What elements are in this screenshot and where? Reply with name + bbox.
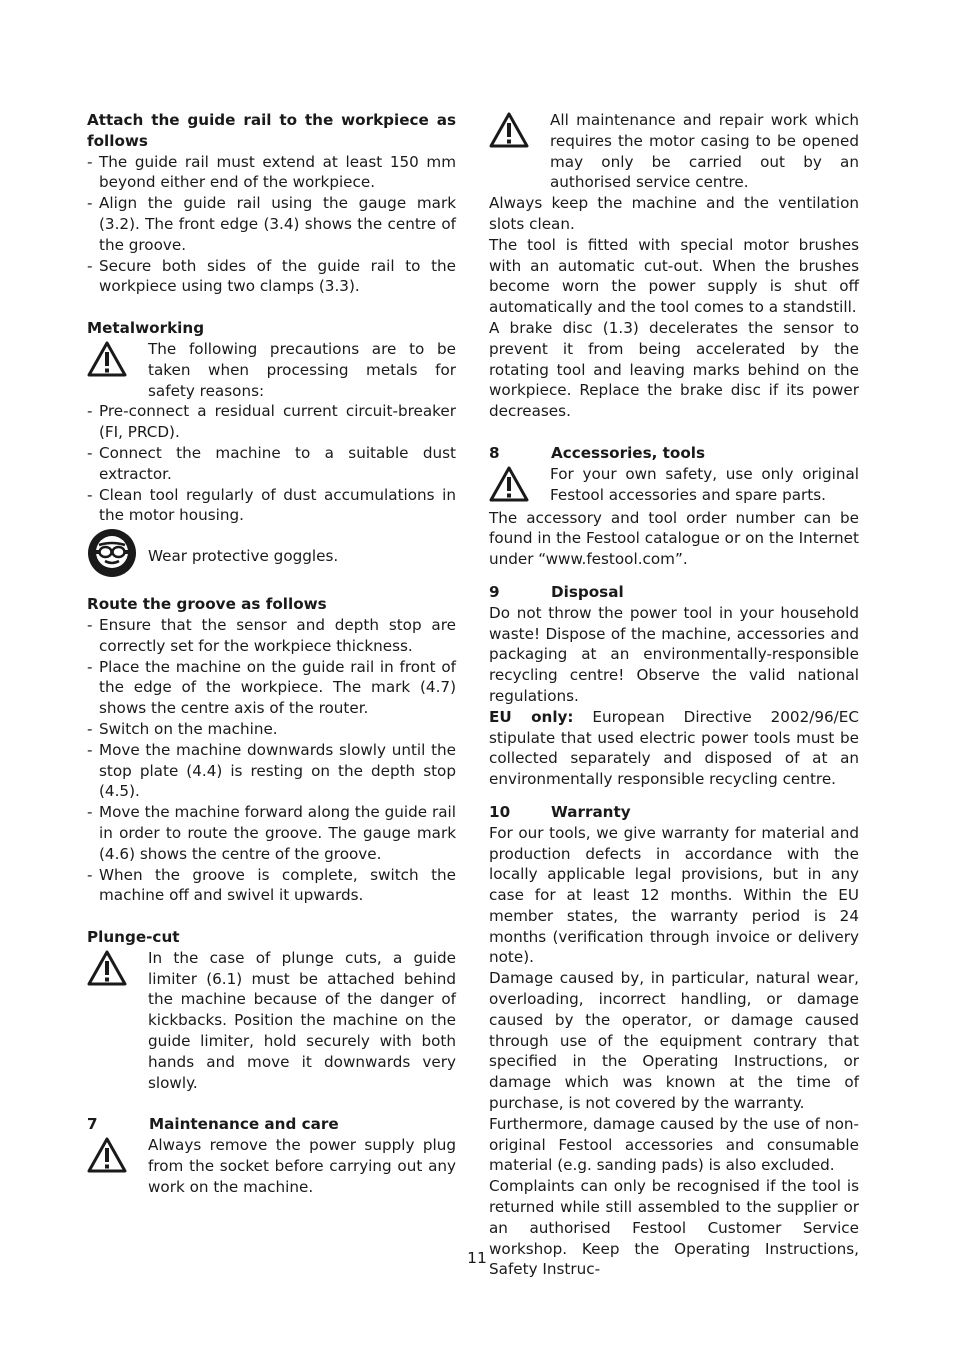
goggles-notice: Wear protective goggles. [87,530,456,582]
metalworking-warning: The following precautions are to be taken when processing metals for safety reasons: [87,339,456,401]
disposal-heading: 9 Disposal [489,582,624,601]
right-column [489,110,859,1280]
accessories-heading: 8 Accessories, tools [489,443,706,462]
warning-triangle-icon [87,948,148,992]
list-item: - Align the guide rail using the gauge mark (3.2). The front edge (3.4) shows the centre of the groove. [87,194,456,254]
paragraph: Furthermore, damage caused by the use of non-original Festool accessories and consumable material (e.g. sanding pads) is also excluded. [489,1114,859,1175]
left-column [87,110,456,1198]
list-item: - Switch on the machine. [87,719,278,738]
paragraph: The tool is fitted with special motor brushes with an automatic cut-out. When the brushes become worn the power supply is shut off automatically and the tool comes to a standstill. [489,235,859,317]
warning-triangle-icon [87,339,148,383]
list-item: - Place the machine on the guide rail in front of the edge of the workpiece. The mark (4.7) shows the centre axis of the router. [87,657,456,718]
paragraph: Always keep the machine and the ventilation slots clean. [489,194,859,233]
metalworking-heading: Metalworking [87,319,205,338]
warning-triangle-icon [489,464,550,508]
warranty-heading: 10 Warranty [489,802,631,821]
paragraph: For our tools, we give warranty for material and production defects in accordance with the locally applicable legal provisions, but in any case for at least 12 months. Within the EU member states, the warranty period is 24 months (verification through invoice or delivery note). [489,823,859,967]
paragraph: EU only: European Directive 2002/96/EC stipulate that used electric power tools must be collected separately and disposed of at an environmentally responsible recycling centre. [489,707,859,789]
paragraph: A brake disc (1.3) decelerates the sensor to prevent it from being accelerated by the rotating tool and leaving marks behind on the workpiece. Replace the brake disc if its power decreases. [489,318,859,421]
attach-heading: Attach the guide rail to the workpiece as follows [87,111,456,150]
plunge-warning: In the case of plunge cuts, a guide limiter (6.1) must be attached behind the machine because of the danger of kickbacks. Position the machine on the guide limiter, hold securely with both hands and move it downwards very slowly. [87,948,456,1094]
warning-triangle-icon [87,1135,148,1179]
list-item: - Clean tool regularly of dust accumulations in the motor housing. [87,485,456,525]
paragraph: Do not throw the power tool in your household waste! Dispose of the machine, accessories and packaging at an environmentally-responsible recycling centre! Observe the valid national regulations. [489,603,859,705]
paragraph: The accessory and tool order number can be found in the Festool catalogue or on the Internet under “www.festool.com”. [489,508,859,569]
eu-only-label: EU only: [489,707,574,726]
paragraph: Complaints can only be recognised if the tool is returned while still assembled to the supplier or an authorised Festool Customer Service workshop. Keep the Operating Instructions, Safety Instruc- [489,1177,859,1279]
list-item: - When the groove is complete, switch the machine off and swivel it upwards. [87,865,456,905]
list-item: - The guide rail must extend at least 150 mm beyond either end of the workpiece. [87,152,456,192]
plunge-heading: Plunge-cut [87,928,180,947]
list-item: - Pre-connect a residual current circuit-breaker (FI, PRCD). [87,402,456,442]
maintenance-heading: 7 Maintenance and care [87,1115,339,1134]
paragraph: Damage caused by, in particular, natural wear, overloading, incorrect handling, or damage caused by the operator, or damage caused through use of the equipment contrary that specified in the Operating Instructions, or damage which was known at the time of purchase, is not covered by the warranty. [489,969,859,1113]
list-item: - Ensure that the sensor and depth stop are correctly set for the workpiece thickness. [87,615,456,655]
list-item: - Move the machine forward along the guide rail in order to route the groove. The gauge mark (4.6) shows the centre of the groove. [87,803,456,863]
list-item: - Move the machine downwards slowly until the stop plate (4.4) is resting on the depth stop (4.5). [87,740,456,801]
warning-triangle-icon [489,110,550,154]
route-heading: Route the groove as follows [87,595,327,614]
list-item: - Connect the machine to a suitable dust extractor. [87,443,456,483]
maintenance-warning: Always remove the power supply plug from the socket before carrying out any work on the machine. [87,1135,456,1197]
protective-goggles-icon [87,528,148,584]
page-number: 11 [467,1249,487,1267]
accessories-warning: For your own safety, use only original Festool accessories and spare parts. [489,464,859,508]
maintenance-repair-warning: All maintenance and repair work which requires the motor casing to be opened may only be carried out by an authorised service centre. [489,110,859,193]
list-item: - Secure both sides of the guide rail to the workpiece using two clamps (3.3). [87,256,456,296]
